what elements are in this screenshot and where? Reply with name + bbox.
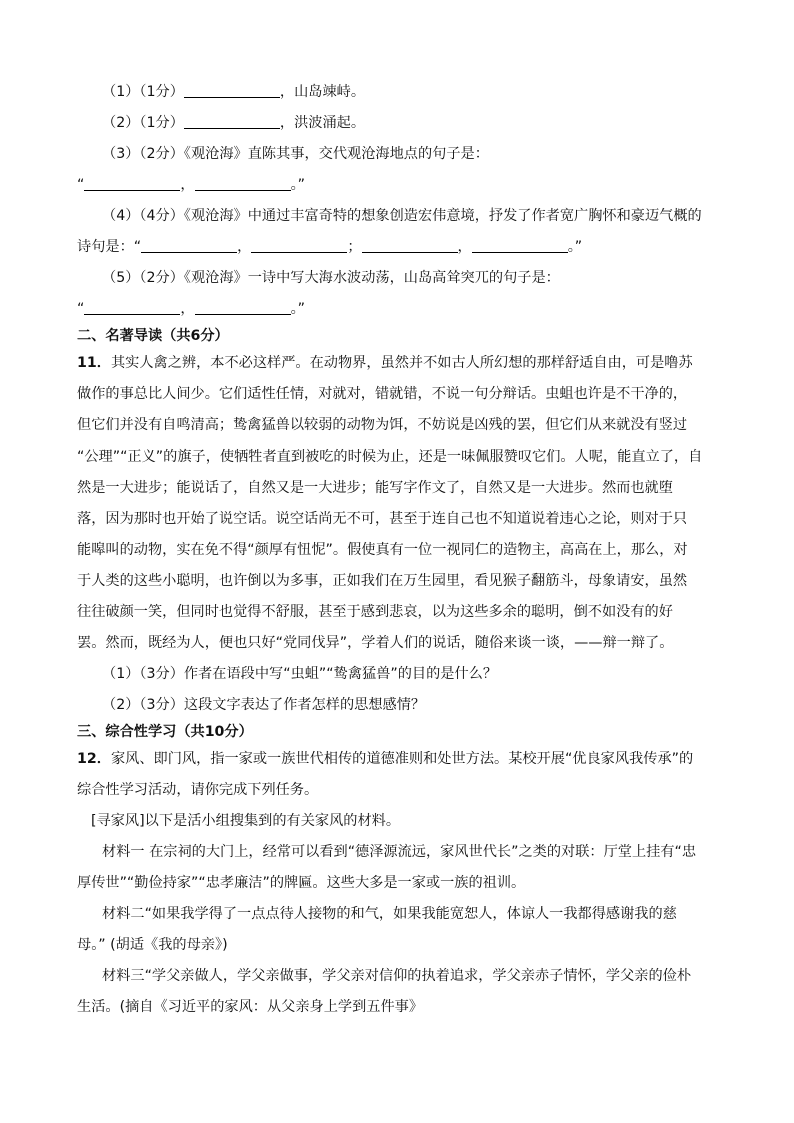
answer-blank[interactable] <box>141 237 237 253</box>
passage-line: 然是一大进步；能说话了，自然又是一大进步；能写字作文了，自然又是一大进步。然而也就堕 <box>77 480 673 496</box>
quote-open: “ <box>77 177 85 193</box>
passage-text: 其实人禽之辨，本不必这样严。在动物界，虽然并不如古人所幻想的那样舒适自由，可是噜苏 <box>110 355 693 371</box>
q10-item-3-answer <box>77 175 305 195</box>
q11-line <box>77 353 693 373</box>
question-number: 12． <box>77 751 111 767</box>
item-text: 诗句是：“ <box>77 239 142 255</box>
answer-blank[interactable] <box>472 237 568 253</box>
question-number: 11． <box>77 355 111 371</box>
answer-blank[interactable] <box>195 299 291 315</box>
answer-blank[interactable] <box>84 299 180 315</box>
answer-blank[interactable] <box>84 175 180 191</box>
material-3-line-2: 生活。(摘自《习近平的家风：从父亲身上学到五件事》 <box>77 999 424 1015</box>
item-label: （2）（1分） <box>102 115 184 131</box>
passage-line: 做作的事总比人间少。它们适性任情，对就对，错就错，不说一句分辩话。虫蛆也许是不干净的， <box>77 386 688 402</box>
passage-line: 能嗥叫的动物，实在免不得“颜厚有忸怩”。假使真有一位一视同仁的造物主，高高在上，那么，对 <box>77 542 688 558</box>
q10-item-5: （5）（2分）《观沧海》一诗中写大海水波动荡，山岛高耸突兀的句子是： <box>102 270 560 286</box>
passage-line: 但它们并没有自鸣清高；鸷禽猛兽以较弱的动物为饵，不妨说是凶残的罢，但它们从来就没有竖过 <box>77 417 688 433</box>
q10-item-3: （3）（2分）《观沧海》直陈其事，交代观沧海地点的句子是： <box>102 146 489 162</box>
punct: ， <box>237 239 252 255</box>
item-text: ，山岛竦峙。 <box>279 84 366 100</box>
material-1-line-1: 材料一 在宗祠的大门上，经常可以看到“德泽源流远，家风世代长”之类的对联：厅堂上挂有“忠 <box>102 844 697 860</box>
section-2-heading: 二、名著导读（共6分） <box>77 328 229 344</box>
section-3-heading: 三、综合性学习（共10分） <box>77 724 253 740</box>
answer-blank[interactable] <box>184 82 280 98</box>
quote-close: 。” <box>290 301 306 317</box>
material-1-line-2: 厚传世”“勤俭持家”“忠孝廉洁”的牌匾。这些大多是一家或一族的祖训。 <box>77 875 526 891</box>
punct: ， <box>180 301 195 317</box>
q11-sub-2: （2）（3分）这段文字表达了作者怎样的思想感情？ <box>102 697 426 713</box>
q10-item-4-answer <box>77 237 582 257</box>
answer-blank[interactable] <box>195 175 291 191</box>
material-3-line-1: 材料三“学父亲做人，学父亲做事，学父亲对信仰的执着追求，学父亲赤子情怀，学父亲的俭朴 <box>102 968 692 984</box>
q12-line <box>77 749 693 769</box>
q12-line-2: 综合性学习活动，请你完成下列任务。 <box>77 782 319 798</box>
q11-sub-1: （1）（3分）作者在语段中写“虫蛆”“鸷禽猛兽”的目的是什么？ <box>102 666 498 682</box>
passage-line: “公理”“正义”的旗子，使牺牲者直到被吃的时候为止，还是一味佩服赞叹它们。人呢，能直立了，自 <box>77 449 703 465</box>
item-label: （1）（1分） <box>102 84 184 100</box>
q10-item-1 <box>102 82 365 102</box>
question-text: 家风、即门风，指一家或一族世代相传的道德准则和处世方法。某校开展“优良家风我传承”的 <box>110 751 694 767</box>
answer-blank[interactable] <box>251 237 347 253</box>
quote-close: 。” <box>290 177 306 193</box>
quote-open: “ <box>77 301 85 317</box>
punct: ， <box>180 177 195 193</box>
answer-blank[interactable] <box>362 237 458 253</box>
material-2-line-2: 母。” (胡适《我的母亲》) <box>77 937 228 953</box>
q10-item-5-answer <box>77 299 305 319</box>
punct: ； <box>347 239 362 255</box>
passage-line: 落，因为那时也开始了说空话。说空话尚无不可，甚至于连自己也不知道说着违心之论，则对于只 <box>77 511 688 527</box>
task-line: [寻家风]以下是活小组搜集到的有关家风的材料。 <box>91 813 401 829</box>
quote-close: 。” <box>567 239 583 255</box>
item-text: ，洪波涌起。 <box>279 115 366 131</box>
passage-line: 于人类的这些小聪明，也许倒以为多事，正如我们在万生园里，看见猴子翻筋斗，母象请安，虽然 <box>77 573 688 589</box>
answer-blank[interactable] <box>184 113 280 129</box>
q10-item-2 <box>102 113 365 133</box>
material-2-line-1: 材料二“如果我学得了一点点待人接物的和气，如果我能宽恕人，体谅人一我都得感谢我的慈 <box>102 906 677 922</box>
passage-line: 罢。然而，既经为人，便也只好“党同伐异”，学着人们的说话，随俗来谈一谈，——辩一辩了。 <box>77 635 674 651</box>
q10-item-4: （4）（4分）《观沧海》中通过丰富奇特的想象创造宏伟意境，抒发了作者宽广胸怀和豪迈气概的 <box>102 208 702 224</box>
passage-line: 往往破颜一笑，但同时也觉得不舒服，甚至于感到悲哀，以为这些多余的聪明，倒不如没有的好 <box>77 604 673 620</box>
punct: ， <box>457 239 472 255</box>
